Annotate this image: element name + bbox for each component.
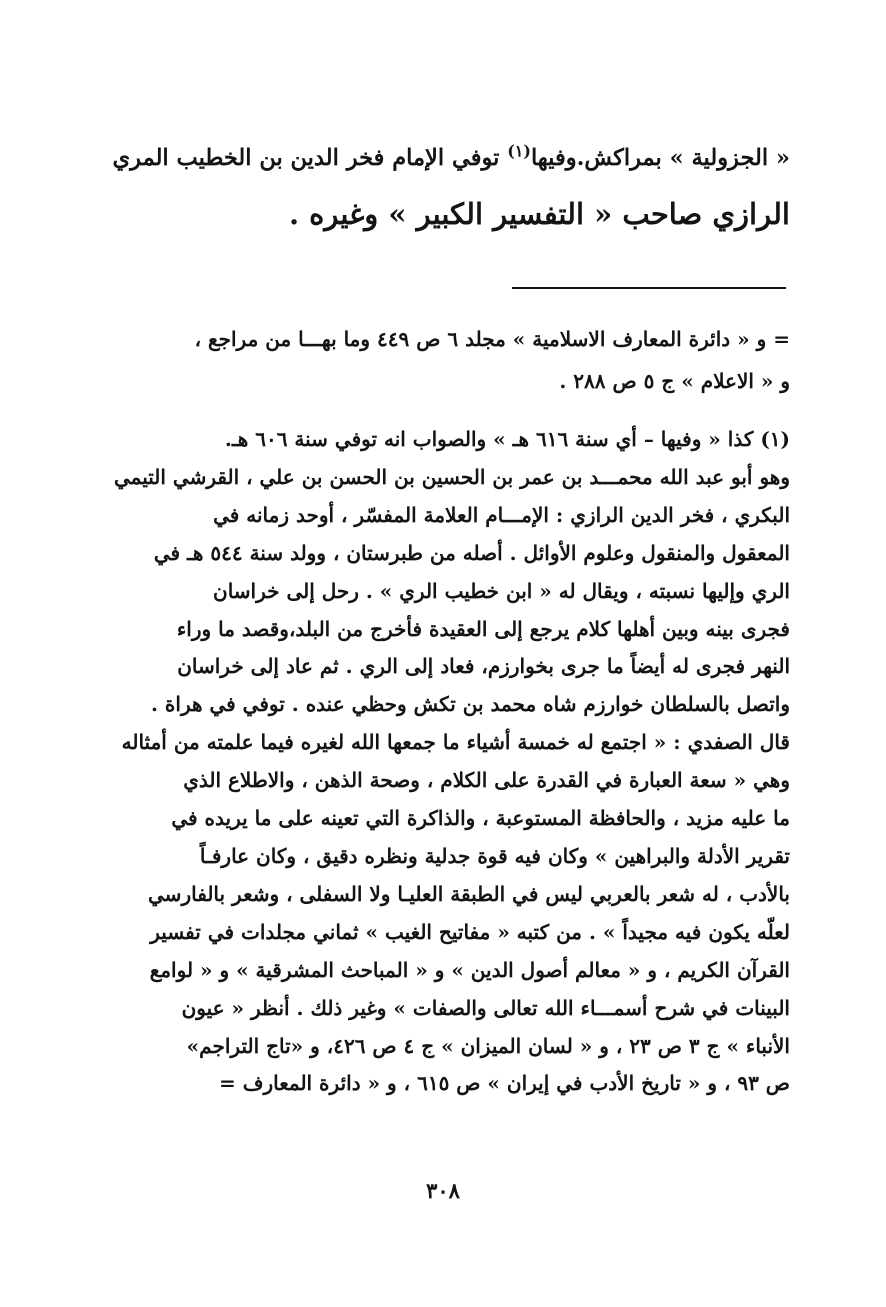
- footnote-line: بالأدب ، له شعر بالعربي ليس في الطبقة العليـا ولا السفلى ، وشعر بالفارسي: [148, 881, 790, 906]
- main-text-line: الرازي صاحب « التفسير الكبير » وغيره .: [288, 197, 790, 231]
- footnote-line: وهي « سعة العبارة في القدرة على الكلام ، وصحة الذهن ، والاطلاع الذي: [183, 768, 790, 793]
- footnote-line: القرآن الكريم ، و « معالم أصول الدين » و « المباحث المشرقية » و « لوامع: [149, 957, 790, 982]
- footnote-line: فجرى بينه وبين أهلها كلام يرجع إلى العقيدة فأخرج من البلد،وقصد ما وراء: [176, 616, 790, 641]
- footnote-continuation: [105, 318, 790, 402]
- footnote-line: البينات في شرح أسمـــاء الله تعالى والصفات » وغير ذلك . أنظر « عيون: [181, 995, 790, 1020]
- main-text-segment: توفي الإمام فخر الدين بن الخطيب المري: [112, 145, 508, 171]
- main-text-line: [100, 130, 790, 186]
- footnote-line: (١) كذا « وفيها – أي سنة ٦١٦ هـ » والصواب انه توفي سنة ٦٠٦ هـ.: [224, 427, 790, 451]
- footnote-line: النهر فجرى له أيضاً ما جرى بخوارزم، فعاد إلى الري . ثم عاد إلى خراسان: [177, 654, 790, 679]
- footnote-line: ص ٩٣ ، و « تاريخ الأدب في إيران » ص ٦١٥ ، و « دائرة المعارف =: [219, 1071, 790, 1096]
- footnote-line: الري وإليها نسبته ، ويقال له « ابن خطيب الري » . رحل إلى خراسان: [213, 578, 790, 603]
- footnote-line: وهو أبو عبد الله محمـــد بن عمر بن الحسين بن الحسن بن علي ، القرشي التيمي: [113, 464, 790, 489]
- footnote-line: = و « دائرة المعارف الاسلامية » مجلد ٦ ص ٤٤٩ وما بهـــا من مراجع ،: [194, 327, 790, 351]
- footnote-separator: [512, 287, 786, 289]
- footnote-line: قال الصفدي : « اجتمع له خمسة أشياء ما جمعها الله لغيره فيما علمته من أمثاله: [121, 730, 790, 755]
- footnote-line: و « الاعلام » ج ٥ ص ٢٨٨ .: [559, 369, 790, 393]
- footnote-1: [105, 421, 790, 1103]
- footnote-line: ما عليه مزيد ، والحافظة المستوعبة ، والذاكرة التي تعينه على ما يريده في: [171, 806, 790, 831]
- footnote-line: المعقول والمنقول وعلوم الأوائل . أصله من طبرستان ، وولد سنة ٥٤٤ هـ في: [153, 540, 790, 565]
- footnote-line: الأنباء » ج ٣ ص ٢٣ ، و « لسان الميزان » ج ٤ ص ٤٢٦، و «تاج التراجم»: [186, 1033, 790, 1058]
- page-number: ٣٠٨: [426, 1178, 460, 1203]
- footnote-line: تقرير الأدلة والبراهين » وكان فيه قوة جدلية ونظره دقيق ، وكان عارفـاً: [199, 843, 790, 868]
- footnote-reference: (١): [507, 141, 531, 161]
- main-text-segment: « الجزولية » بمراكش.وفيها: [530, 145, 790, 171]
- main-text: [100, 130, 790, 242]
- footnote-line: واتصل بالسلطان خوارزم شاه محمد بن تكش وحظي عنده . توفي في هراة .: [150, 692, 790, 717]
- footnote-line: لعلّه يكون فيه مجيداً » . من كتبه « مفاتيح الغيب » ثماني مجلدات في تفسير: [150, 919, 790, 944]
- footnote-line: البكري ، فخر الدين الرازي : الإمـــام العلامة المفسّر ، أوحد زمانه في: [213, 502, 790, 527]
